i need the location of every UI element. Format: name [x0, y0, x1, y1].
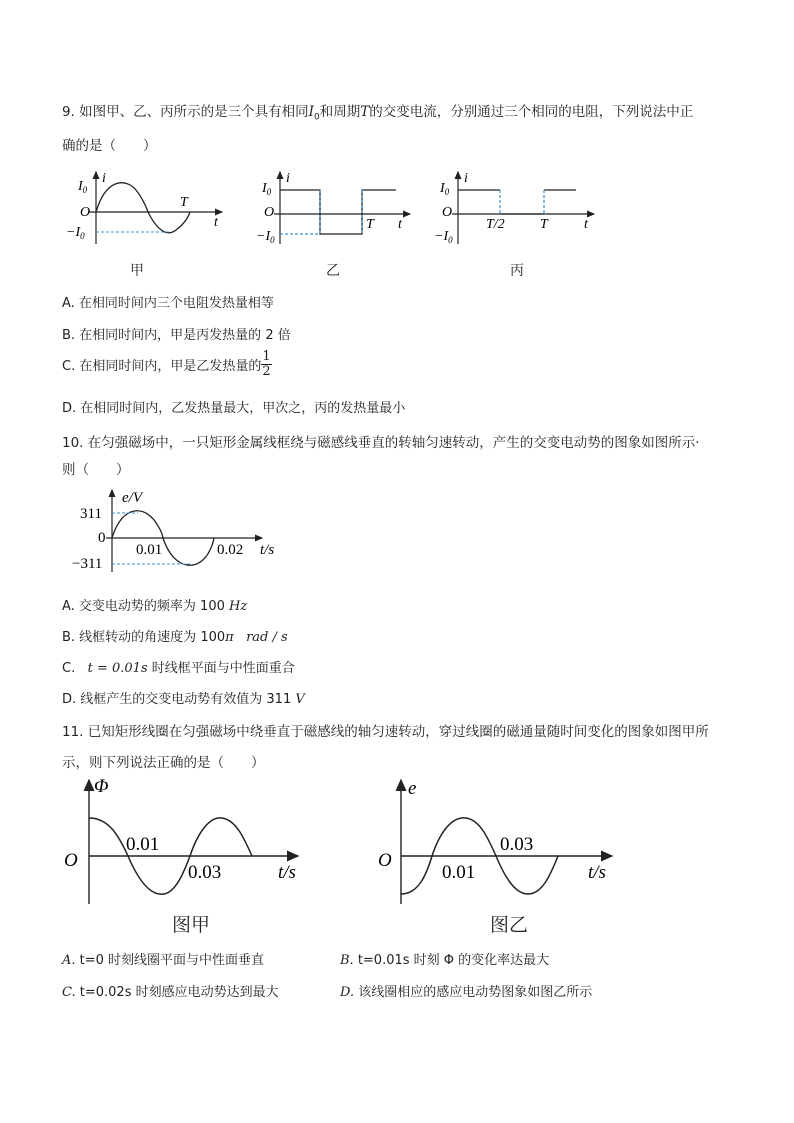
q10-option-c-math: t = 0.01s: [87, 661, 148, 676]
fraction-one-half: [261, 350, 271, 379]
q9-graph-bing: [434, 168, 604, 248]
q11-stem-line1: 11. 已知矩形线圈在匀强磁场中绕垂直于磁感线的轴匀速转动，穿过线圈的磁通量随时间变化的图象如图甲所: [62, 724, 709, 740]
q11-graph-jia: [60, 772, 310, 912]
label-xlabel: t/s: [588, 862, 606, 883]
caption-yi: 乙: [326, 263, 340, 279]
q11-option-c-text: t=0.02s 时刻感应电动势达到最大: [75, 985, 279, 1000]
q10-option-b: [62, 626, 288, 645]
q9-symbol-T: T: [360, 104, 370, 120]
q9-option-d: D. 在相同时间内，乙发热量最大，甲次之，丙的发热量最小: [62, 401, 406, 416]
q10-option-a: [62, 595, 247, 614]
label-x2: 0.03: [500, 834, 534, 855]
q10-option-c-text: 时线框平面与中性面重合: [147, 661, 295, 676]
q9-stem-b: 和周期: [319, 104, 361, 120]
q11-stem-line2: 示，则下列说法正确的是（ ）: [62, 755, 265, 771]
q10-stem-line2: 则（ ）: [62, 462, 130, 478]
q10-option-c: [62, 657, 295, 676]
q9-symbol-sub0: 0: [314, 112, 320, 123]
q9-option-a: A. 在相同时间内三个电阻发热量相等: [62, 296, 274, 311]
q11-option-d: [340, 981, 592, 1000]
label-t: t: [584, 217, 588, 232]
q10-option-a-unit: Hz: [229, 599, 248, 614]
label-t: t: [214, 215, 218, 230]
q9-stem-a: 9. 如图甲、乙、丙所示的是三个具有相同: [62, 104, 309, 120]
q10-option-d-unit: V: [295, 692, 305, 707]
q11-option-b-text: t=0.01s 时刻 Φ 的变化率达最大: [353, 953, 550, 968]
label-neg-i0: $-I_0$: [256, 229, 275, 245]
label-t: t: [398, 217, 402, 232]
q9-graph-jia: [62, 168, 232, 248]
q10-option-d-text: D. 线框产生的交变电动势有效值为 311: [62, 692, 296, 707]
label-o: O: [80, 205, 91, 220]
q11-option-c: [62, 981, 279, 1000]
q10-option-d: [62, 688, 305, 707]
label-T: T: [540, 217, 548, 232]
q9-option-b: B. 在相同时间内，甲是丙发热量的 2 倍: [62, 328, 291, 343]
q11-option-d-letter: D.: [340, 985, 355, 1000]
caption-tu-jia: 图甲: [172, 914, 211, 936]
q9-stem-line1: [62, 100, 693, 123]
q9-stem-c: 的交变电流，分别通过三个相同的电阻，下列说法中正: [369, 104, 694, 120]
q11-option-a-letter: A.: [62, 953, 76, 968]
label-T: T: [366, 217, 374, 232]
q9-option-c: [62, 350, 272, 379]
q11-graph-yi: [374, 772, 624, 912]
label-i0: $I_0$: [262, 181, 272, 197]
caption-jia: 甲: [130, 263, 144, 279]
label-o: O: [264, 205, 275, 220]
q9-graph-yi: [256, 168, 416, 248]
label-x2: 0.02: [217, 542, 244, 558]
label-neg-311: −311: [72, 556, 103, 572]
label-neg-i0: $-I_0$: [66, 225, 85, 241]
label-xlabel: t/s: [260, 542, 275, 558]
label-i0: $I_0$: [78, 179, 88, 195]
q10-option-a-text: A. 交变电动势的频率为 100: [62, 599, 230, 614]
label-x1: 0.01: [136, 542, 163, 558]
q11-option-a-text: t=0 时刻线圈平面与中性面垂直: [75, 953, 265, 968]
q10-option-b-unit: rad / s: [246, 630, 288, 645]
q10-option-c-letter: C.: [62, 661, 76, 676]
label-i0: $I_0$: [440, 181, 450, 197]
caption-bing: 丙: [510, 263, 524, 279]
sine-curve: [96, 183, 190, 233]
q10-graph: [62, 486, 292, 576]
q10-option-b-text: B. 线框转动的角速度为 100: [62, 630, 226, 645]
label-xlabel: t/s: [278, 862, 296, 883]
label-ylabel: e/V: [122, 490, 142, 506]
label-phi: Φ: [94, 776, 109, 797]
q11-option-c-letter: C.: [62, 985, 76, 1000]
label-i: i: [102, 171, 106, 186]
q11-option-d-text: 该线圈相应的感应电动势图象如图乙所示: [354, 985, 593, 1000]
fraction-numerator: 1: [262, 349, 271, 364]
label-origin: O: [378, 850, 392, 871]
label-neg-i0: $-I_0$: [434, 229, 453, 245]
label-e: e: [408, 778, 417, 799]
q9-option-c-text: C. 在相同时间内，甲是乙发热量的: [62, 359, 262, 374]
fraction-denominator: 2: [262, 364, 271, 379]
square-wave: [280, 190, 396, 234]
q11-option-b: [340, 949, 549, 968]
label-311: 311: [80, 506, 102, 522]
q9-stem-line2: 确的是（ ）: [62, 138, 157, 154]
label-i: i: [464, 171, 468, 186]
label-half-T: T/2: [486, 217, 505, 232]
label-origin: O: [64, 850, 78, 871]
label-x1: 0.01: [442, 862, 476, 883]
label-o: O: [442, 205, 453, 220]
caption-tu-yi: 图乙: [490, 914, 529, 936]
q10-stem-line1: 10. 在匀强磁场中，一只矩形金属线框绕与磁感线垂直的转轴匀速转动，产生的交变电动势的图象如图所示·: [62, 435, 700, 451]
label-zero: 0: [98, 530, 106, 546]
label-i: i: [286, 171, 290, 186]
q9-symbol-i: I: [308, 104, 315, 120]
label-x1: 0.01: [126, 834, 160, 855]
label-T: T: [180, 195, 188, 210]
label-x2: 0.03: [188, 862, 222, 883]
q10-option-b-pi: π: [225, 630, 234, 645]
q11-option-b-letter: B.: [340, 953, 354, 968]
q11-option-a: [62, 949, 264, 968]
